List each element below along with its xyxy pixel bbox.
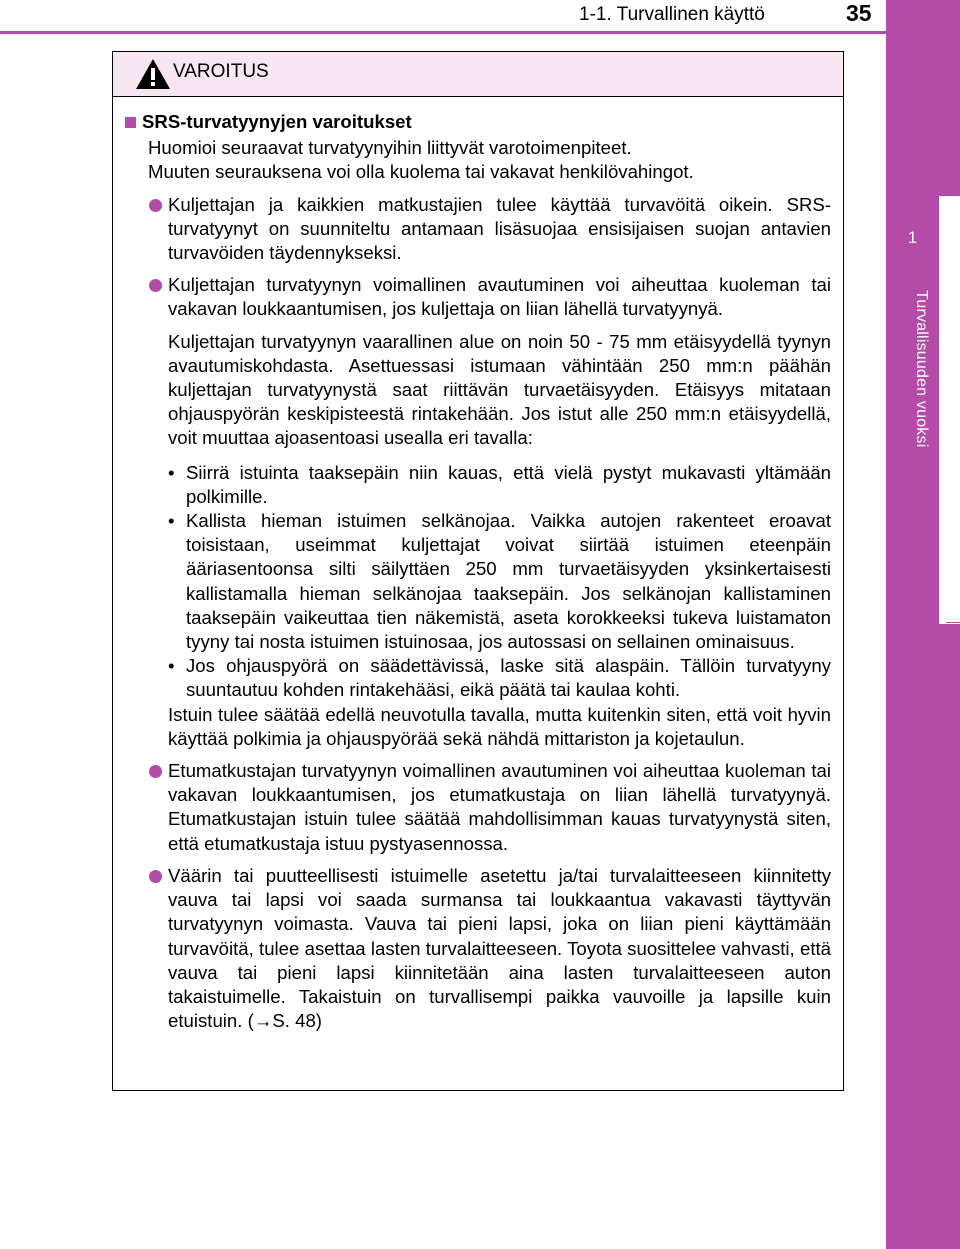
warning-triangle-icon bbox=[135, 58, 171, 90]
chapter-number: 1 bbox=[907, 228, 918, 247]
driver-airbag-detail bbox=[125, 330, 831, 751]
section-heading bbox=[125, 110, 831, 134]
square-bullet-icon bbox=[125, 117, 136, 128]
warning-header bbox=[113, 52, 843, 97]
list-bullet-icon: • bbox=[168, 655, 175, 677]
circle-bullet-icon bbox=[149, 870, 162, 883]
bullet-text: Kuljettajan ja kaikkien matkustajien tulee käyttää turvavöitä oikein. SRS-turvatyynyt on suunniteltu antamaan lisäsuojaa ensisijaisen suojan antavien turvavöiden täydennykseksi. bbox=[168, 193, 831, 264]
bullet-item bbox=[125, 864, 831, 1033]
section-title-header: 1-1. Turvallinen käyttö bbox=[579, 4, 765, 25]
side-tick-mark bbox=[946, 622, 960, 623]
detail-paragraph: Kuljettajan turvatyynyn vaarallinen alue on noin 50 - 75 mm etäisyydellä tyynyn avautumiskohdasta. Asettuessasi istumaan vähintään 250 mm:n päähän kuljettajan turvatyynystä saat riittävän turvaetäisyyden. Etäisyys mitataan ohjauspyörän keskipisteestä rintakehään. Jos istut alle 250 mm:n etäisyydellä, voit muuttaa ajoasentoasi usealla eri tavalla: bbox=[168, 330, 831, 449]
intro bbox=[125, 136, 831, 184]
list-item bbox=[168, 461, 831, 509]
list-item bbox=[168, 654, 831, 702]
circle-bullet-icon bbox=[149, 765, 162, 778]
list-item-text: Jos ohjauspyörä on säädettävissä, laske sitä alaspäin. Tällöin turvatyyny suuntautuu kohden rintakehääsi, eikä päätä tai kaulaa kohti. bbox=[186, 655, 831, 701]
circle-bullet-icon bbox=[149, 199, 162, 212]
bullet-text: Kuljettajan turvatyynyn voimallinen avautuminen voi aiheuttaa kuoleman tai vakavan loukkaantumisen, jos kuljettaja on liian lähellä turvatyynyä. bbox=[168, 274, 831, 320]
bullet-item bbox=[125, 273, 831, 321]
intro-line: Huomioi seuraavat turvatyynyihin liittyvät varotoimenpiteet. bbox=[148, 137, 632, 159]
list-item bbox=[168, 509, 831, 654]
list-item-text: Kallista hieman istuimen selkänojaa. Vaikka autojen rakenteet eroavat toisistaan, useimmat kuljettajat voivat siirtää istuimen eteenpäin ääriasentoonsa silti säilyttäen 250 mm turvaetäisyyden yksinkertaisesti kallistamalla hieman selkänojaa taaksepäin. Jos selkänojan kallistaminen taaksepäin vaikeuttaa tien näkemistä, aseta korokkeeksi tukeva luistamaton tyyny tai nosta istuimen istuinosaa, jos autossasi on sellainen ominaisuus. bbox=[186, 510, 831, 653]
section-heading-text: SRS-turvatyynyjen varoitukset bbox=[142, 111, 412, 132]
intro-line: Muuten seurauksena voi olla kuolema tai vakavat henkilövahingot. bbox=[148, 161, 694, 183]
adjustment-list bbox=[168, 461, 831, 703]
closing-paragraph: Istuin tulee säätää edellä neuvotulla tavalla, mutta kuitenkin siten, että voit hyvin käyttää polkimia ja ohjauspyörää sekä nähdä mittariston ja kojetaulun. bbox=[168, 703, 831, 749]
list-bullet-icon: • bbox=[168, 461, 175, 483]
warning-content bbox=[113, 96, 843, 1090]
warning-label: VAROITUS bbox=[173, 61, 269, 82]
side-tab bbox=[886, 0, 960, 1249]
page-number: 35 bbox=[846, 0, 872, 26]
chapter-title: Turvallisuuden vuoksi bbox=[913, 290, 930, 448]
header-rule bbox=[0, 31, 886, 34]
bullet-text: Etumatkustajan turvatyynyn voimallinen avautuminen voi aiheuttaa kuoleman tai vakavan loukkaantumisen, jos etumatkustaja on liian lähellä turvatyynyä. Etumatkustajan istuin tulee säätää mahdollisimman kauas turvatyynystä siten, että etumatkustaja istuu pystyasennossa. bbox=[168, 760, 831, 854]
list-bullet-icon: • bbox=[168, 510, 175, 532]
bullet-item bbox=[125, 193, 831, 266]
bullet-text: Väärin tai puutteellisesti istuimelle asetettu ja/tai turvalaitteeseen kiinnitetty vauva tai lapsi voi saada surmansa tai loukkaantua vakavasti täyttyvän turvatyynyn voimasta. Vauva tai pieni lapsi, joka on liian pieni käyttämään turvavöitä, tulee asettaa lasten turvalaitteeseen. Toyota suosittelee vahvasti, että vauva tai pieni lapsi kiinnitetään aina lasten turvalaitteeseen auton takaistuimelle. Takaistuin on turvallisempi paikka vauvoille ja lapsille kuin etuistuin. (→S. 48) bbox=[168, 864, 831, 1032]
list-item-text: Siirrä istuinta taaksepäin niin kauas, että vielä pystyt mukavasti yltämään polkimille. bbox=[186, 461, 831, 507]
circle-bullet-icon bbox=[149, 279, 162, 292]
warning-box bbox=[112, 51, 844, 1091]
bullet-item bbox=[125, 759, 831, 856]
